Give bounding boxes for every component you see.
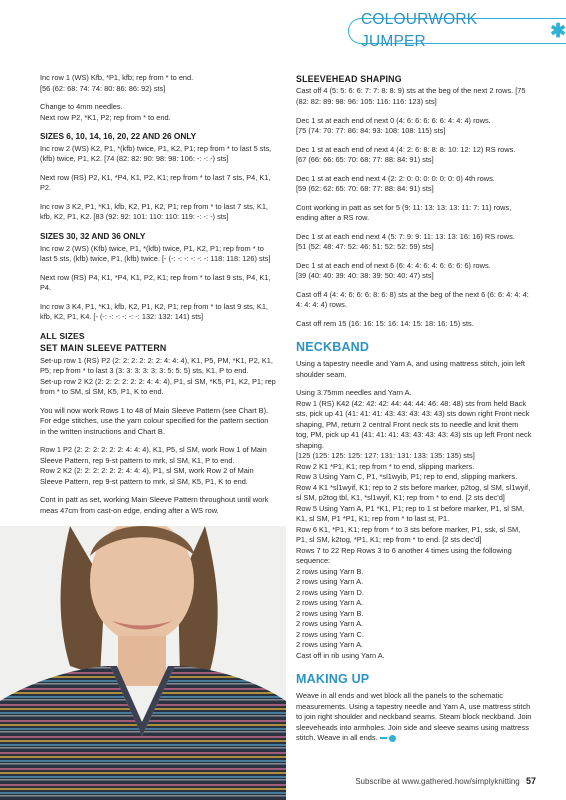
dec-rows-4: Dec 1 st at each end next 4 (5: 7: 9: 9: 11: 13: 13: 16: 16) RS rows. [51 (52: 48: 47: 52: 46: 51: 52: 52: 59) sts] (296, 231, 515, 252)
sleevehead-heading: SLEEVEHEAD SHAPING (296, 74, 402, 84)
sleevehead-castoff: Cast off 4 (5: 5: 6: 6: 7: 7: 8: 8: 9) sts at the beg of the next 2 rows. [75 (82: 82: 89: 98: 96: 105: 116: 116: 123) sts] (296, 86, 526, 106)
list-item: 2 rows using Yarn A. (296, 577, 364, 587)
yarn-sequence (296, 567, 532, 651)
dec-rows-2: Dec 1 st at each end of next 4 (4: 2: 6: 8: 8: 8: 10: 12: 12) RS rows. [67 (66: 66: 65: 70: 68: 77: 88: 84: 91) sts] (296, 144, 516, 165)
next-row-b: Next row (RS) P4, K1, *P4, K1, P2, K1; rep from * to last 9 sts, P4, K1, P4. (40, 272, 271, 293)
page-number: 57 (525, 776, 536, 787)
continue-note: Cont in patt as set, working Main Sleeve Pattern throughout until work meas 47cm from cast-on edge, ending after a WS row. (40, 495, 269, 515)
neckband-rows: Using 3.75mm needles and Yarn A. Row 1 (RS) K42 (42: 42: 42: 44: 44: 44: 46: 48: 48) sts from held Back sts, pick up 41 (41: 41: 41: 43: 43: 43: 43: 43) sts down right Front neck shaping, PM, return 2 central Front neck sts to needle and knit them tog, PM, pick up 41 (41: 41: 41: 43: 43: 43: 43: 43) sts up left Front neck shaping. [125 (125: 125: 125: 127: 131: 131: 133: 135: 135) sts] Row 2 K1 *P1, K1; rep from * to end, slipping markers. Row 3 Using Yarn C, P1, *sl1wyib, P1; rep to end, slipping markers. Row 4 K1 *sl1wyif, K1; rep to 2 sts before marker, p2tog, sl SM, sl1wyif, sl SM, p2tog tbl, K1, *sl1wyif, K1; rep from * to end. [2 sts dec'd] Row 5 Using Yarn A, P1 *K1, P1; rep to 1 st before marker, P1, sl SM, K1, sl SM, P1 *P1, K1; rep from * to last st, P1. Row 6 K1, *P1, K1; rep from * to 3 sts before marker, P1, ssk, sl SM, P1, sl SM, k2tog, *P1, K1; rep from * to end. [2 sts dec'd] Rows 7 to 22 Rep Rows 3 to 6 another 4 times using the following sequence: 2 rows using Yarn B. 2 rows using Yarn A. 2 rows using Yarn D. 2 rows using Yarn A. 2 rows using Yarn B. 2 rows using Yarn A. 2 rows using Yarn C. 2 rows using Yarn A. Cast off in rib using Yarn A. (296, 388, 532, 660)
sizes-heading-b: SIZES 30, 32 AND 36 ONLY (40, 230, 146, 241)
subscribe-link[interactable]: Subscribe at www.gathered.how/simplyknitting (355, 777, 520, 787)
end-mark-dot (389, 735, 396, 742)
section-header (348, 11, 566, 50)
sleeve-pattern-heading: SET MAIN SLEEVE PATTERN (40, 343, 167, 354)
list-item: 2 rows using Yarn D. (296, 587, 364, 597)
dec-rows-1: Dec 1 st at each end of next 0 (4: 6: 6: 6: 6: 6: 4: 4: 4) rows. [75 (74: 70: 77: 86: 84: 93: 108: 108: 115) sts] (296, 115, 491, 136)
making-up-text: Weave in all ends and wet block all the panels to the schematic measurements. Using a tapestry needle and Yarn A, use mattress stitch to join right shoulder and neckband seams. Steam block neckband. Join sleeveheads into armholes. Join side and sleeve seams using mattress stitch. Weave in all ends. (296, 691, 532, 743)
neckband-heading: NECKBAND (296, 340, 370, 355)
castoff-next: Cast off 4 (4: 4: 6: 6: 6: 8: 6: 8) sts at the beg of the next 6 (6: 6: 4: 4: 4: 4: 4: 4: 4) rows. (296, 289, 529, 310)
end-mark-line (380, 737, 387, 739)
left-column (40, 73, 276, 524)
section-title: COLOURWORK JUMPER (361, 11, 478, 50)
inc-row-3-a: Inc row 3 K2, P1, *K1, kfb, K2, P1, K2, P1; rep from * to last 7 sts, K1, kfb, K2, P1, K2. [83 (92: 92: 101: 110: 110: 119: -: -: -) sts] (40, 201, 268, 222)
next-row-a: Next row (RS) P2, K1, *P4, K1, P2, K1; rep from * to last 7 sts, P4, K1, P2. (40, 172, 271, 193)
page-footer (355, 775, 536, 788)
needle-change: Change to 4mm needles. Next row P2, *K1, P2; rep from * to end. (40, 102, 171, 122)
making-up-heading: MAKING UP (296, 672, 370, 687)
castoff-rem: Cast off rem 15 (16: 16: 15: 16: 14: 15: 18: 16: 15) sts. (296, 318, 474, 328)
list-item: 2 rows using Yarn A. (296, 619, 364, 629)
inc-row-2-a: Inc row 2 (WS) K2, P1, *(kfb) twice, P1, K2, P1; rep from * to last 5 sts, (kfb) twice, P1, K2. [74 (82: 82: 90: 98: 98: 106: -: -: -) sts] (40, 143, 272, 164)
sleeve-rows: Row 1 P2 (2: 2: 2: 2: 2: 2: 4: 4: 4), K1, P5, sl SM, work Row 1 of Main Sleeve Pattern, rep 9-st pattern to mrk, sl SM, K1, P to end. Row 2 K2 (2: 2: 2: 2: 2: 2: 4: 4: 4), P1, sl SM, work Row 2 of Main Sleeve Pattern, rep 9-st pattern to mrk, sl SM, K5, P1, K to end. (40, 445, 267, 486)
list-item: 2 rows using Yarn C. (296, 629, 364, 639)
inc-row-3-b: Inc row 3 K4, P1, *K1, kfb, K2, P1, K2, P1; rep from * to last 9 sts, K1, kfb, K2, P1, K4. [- (-: -: -: -: -: -: 132: 132: 141) sts] (40, 301, 268, 322)
setup-rows: Set-up row 1 (RS) P2 (2: 2: 2: 2: 2: 2: 4: 4: 4), K1, P5, PM, *K1, P2, K1, P5; rep from * to last 3 (3: 3: 3: 3: 3: 3: 5: 5: 5) sts, K1, P to end. Set-up row 2 K2 (2: 2: 2: 2: 2: 2: 4: 4: 4), P1, sl SM, *K5, P1, K2, P1; rep from * to SM, sl SM, K5, P1, K to end. (40, 355, 276, 397)
chart-note: You will now work Rows 1 to 48 of Main Sleeve Pattern (see Chart B). For edge stitches, use the yarn colour specified for the pattern section in the written instructions and Chart B. (40, 405, 269, 436)
model-photo (0, 526, 286, 800)
asterisk-icon: ✱ (550, 20, 566, 42)
list-item: 2 rows using Yarn B. (296, 566, 364, 576)
right-column (296, 73, 532, 752)
inc-row-2-b: Inc row 2 (WS) (Kfb) twice, P1, *(kfb) twice, P1, K2, P1; rep from * to last 5 sts, (kfb) twice, P1, (kfb) twice. [- (-: -: -: -: -: -: 118: 118: 126) sts] (40, 243, 271, 264)
list-item: 2 rows using Yarn A. (296, 640, 364, 650)
cont-working: Cont working in patt as set for 5 (9: 11: 13: 13: 13: 11: 7: 11) rows, ending after a RS row. (296, 202, 512, 223)
list-item: 2 rows using Yarn B. (296, 608, 364, 618)
dec-rows-3: Dec 1 st at each end next 4 (2: 2: 0: 0: 0: 0: 0: 0: 0) 4th rows. [59 (62: 62: 65: 70: 68: 77: 88: 84: 91) sts] (296, 173, 495, 194)
list-item: 2 rows using Yarn A. (296, 598, 364, 608)
sizes-heading-a: SIZES 6, 10, 14, 16, 20, 22 AND 26 ONLY (40, 131, 197, 142)
inc-row-1: Inc row 1 (WS) Kfb, *P1, kfb; rep from * to end. [56 (62: 68: 74: 74: 80: 86: 86: 92) sts] (40, 73, 194, 93)
all-sizes-heading: ALL SIZES (40, 330, 85, 341)
neckband-join: Using a tapestry needle and Yarn A, and using mattress stitch, join left shoulder seam. (296, 359, 525, 379)
dec-rows-5: Dec 1 st at each end of next 6 (6: 4: 4: 6: 4: 6: 6: 6: 6) rows. [39 (40: 40: 39: 40: 38: 39: 50: 40: 47) sts] (296, 260, 491, 281)
